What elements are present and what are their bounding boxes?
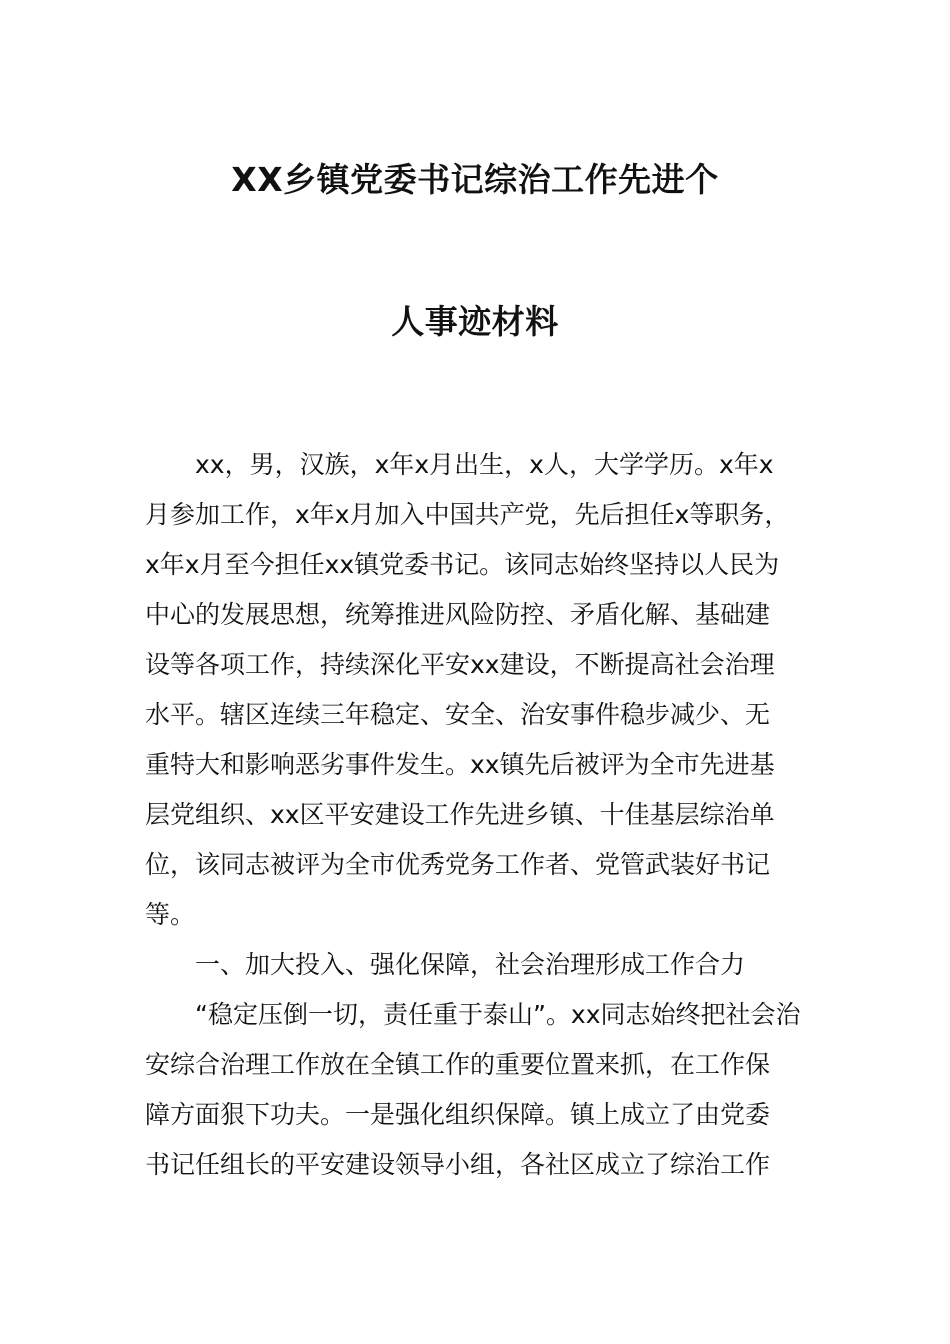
paragraph-2-line: 安综合治理工作放在全镇工作的重要位置来抓，在工作保 bbox=[145, 1050, 771, 1079]
paragraph-2-line: 书记任组长的平安建设领导小组，各社区成立了综治工作 bbox=[145, 1150, 771, 1179]
paragraph-1-line: 中心的发展思想，统筹推进风险防控、矛盾化解、基础建 bbox=[145, 600, 771, 629]
paragraph-1-line: xx，男，汉族，x年x月出生，x人，大学学历。x年x bbox=[195, 450, 774, 479]
paragraph-2-line: 障方面狠下功夫。一是强化组织保障。镇上成立了由党委 bbox=[145, 1100, 771, 1129]
paragraph-1-line: 重特大和影响恶劣事件发生。xx镇先后被评为全市先进基 bbox=[145, 750, 775, 779]
paragraph-2-line: “稳定压倒一切，责任重于泰山”。xx同志始终把社会治 bbox=[195, 1000, 801, 1029]
paragraph-1-line: x年x月至今担任xx镇党委书记。该同志始终坚持以人民为 bbox=[145, 550, 780, 579]
paragraph-1-line: 等。 bbox=[145, 900, 196, 929]
paragraph-1-line: 层党组织、xx区平安建设工作先进乡镇、十佳基层综治单 bbox=[145, 800, 775, 829]
paragraph-1-line: 水平。辖区连续三年稳定、安全、治安事件稳步减少、无 bbox=[145, 700, 771, 729]
section-1-heading: 一、加大投入、强化保障，社会治理形成工作合力 bbox=[195, 950, 746, 979]
document-body bbox=[145, 440, 815, 1190]
paragraph-1-line: 设等各项工作，持续深化平安xx建设，不断提高社会治理 bbox=[145, 650, 775, 679]
paragraph-1-line: 月参加工作，x年x月加入中国共产党，先后担任x等职务， bbox=[145, 500, 790, 529]
document-title-line-1: XX乡镇党委书记综治工作先进个 bbox=[231, 160, 719, 199]
document-title-line-2: 人事迹材料 bbox=[391, 302, 559, 341]
paragraph-1-line: 位，该同志被评为全市优秀党务工作者、党管武装好书记 bbox=[145, 850, 771, 879]
